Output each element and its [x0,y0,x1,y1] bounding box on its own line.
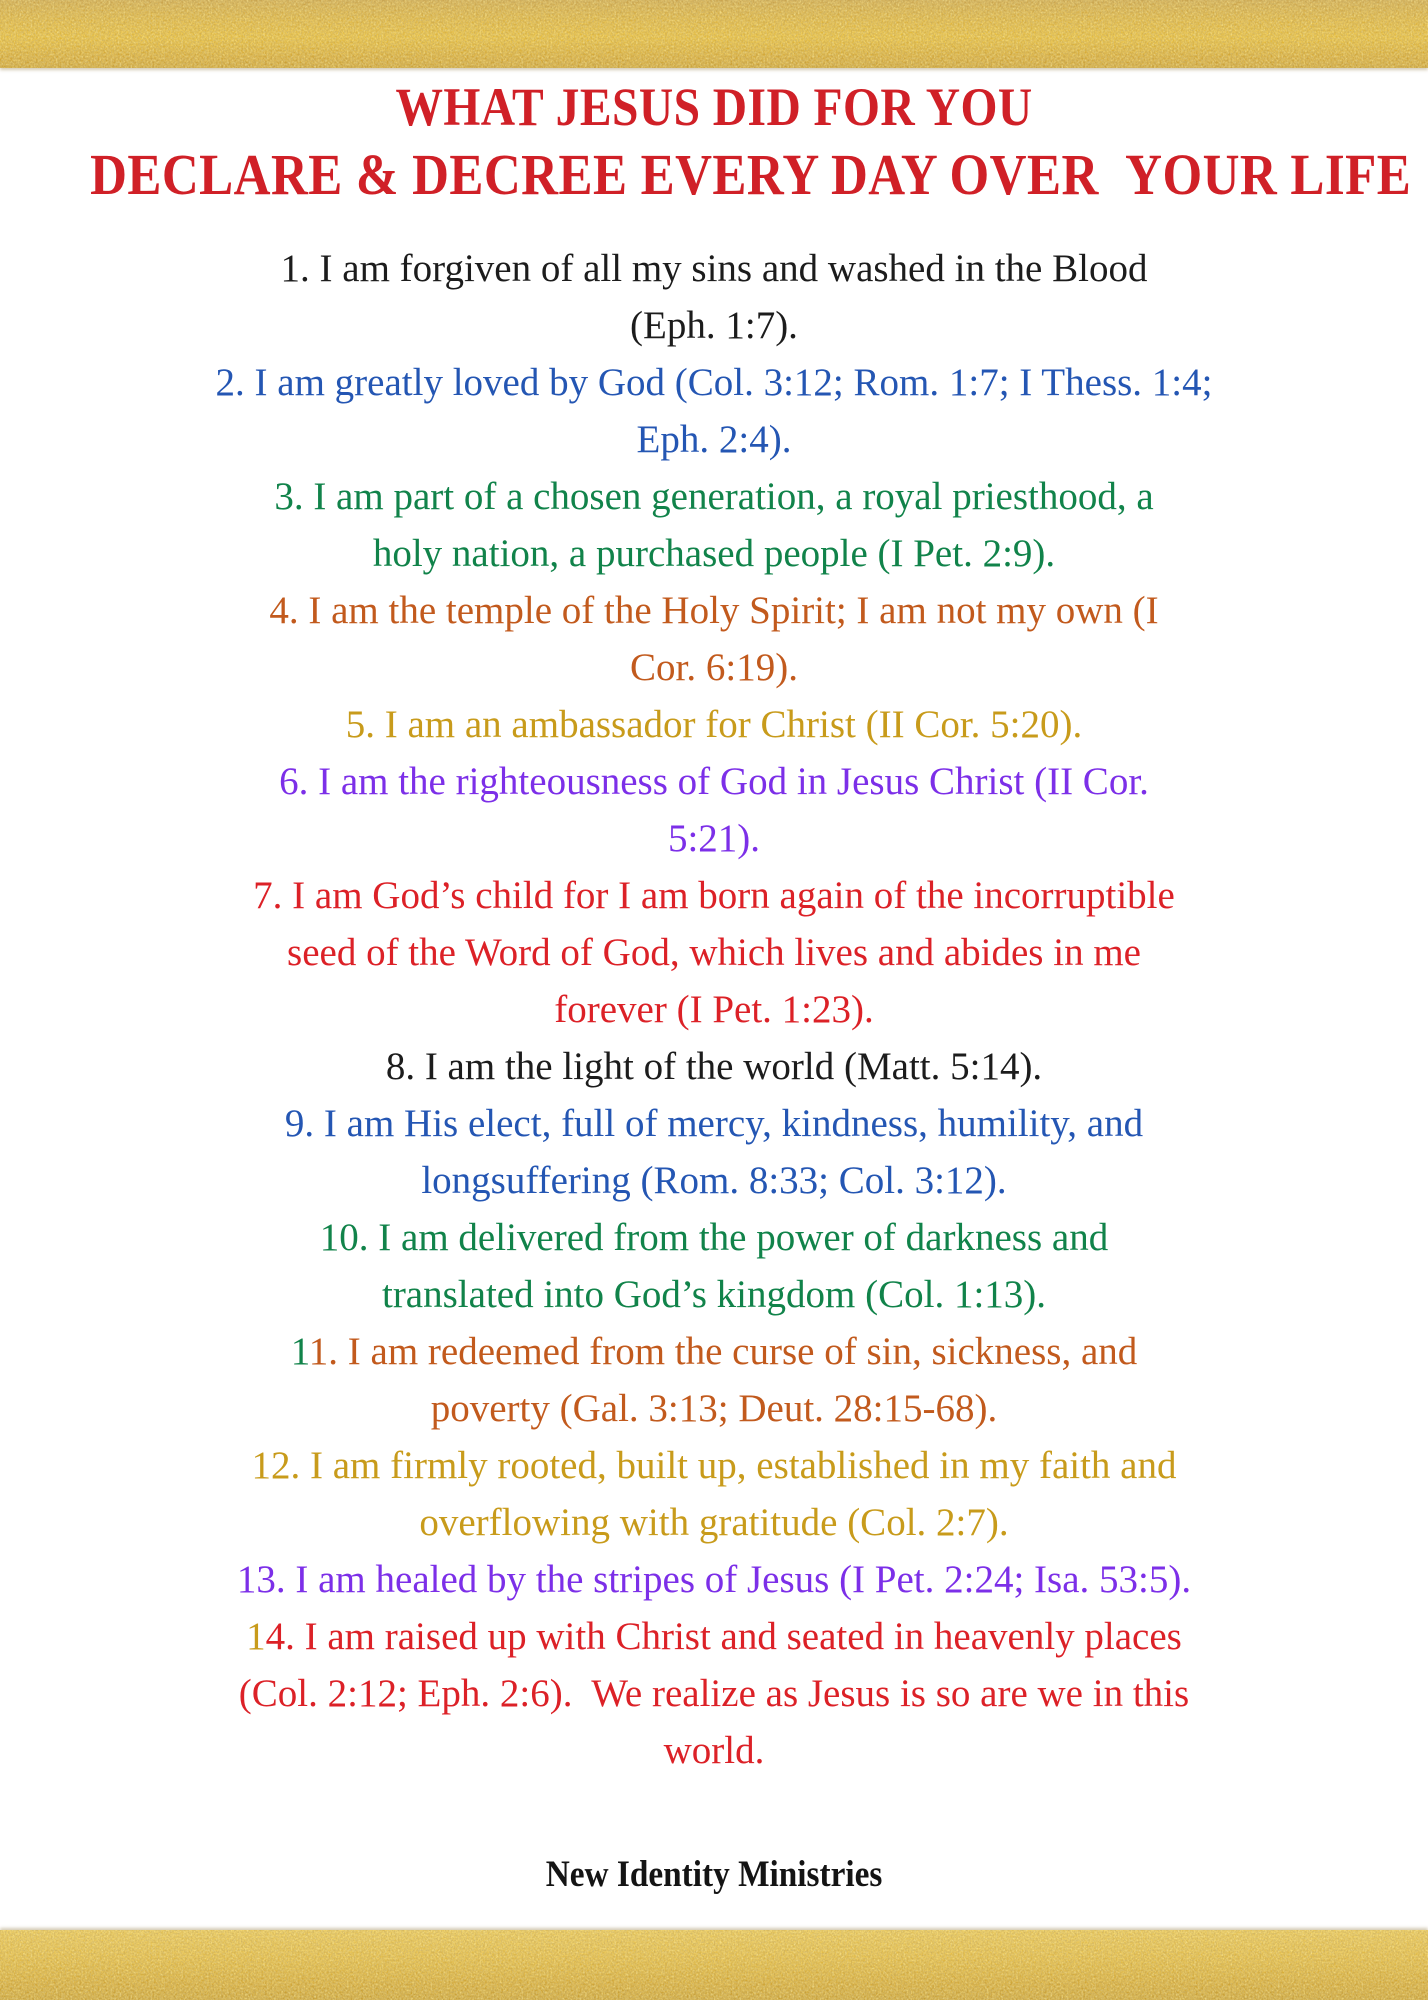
gold-texture [0,1930,1428,2000]
declaration-9-line-1: 9. I am His elect, full of mercy, kindness, humility, and [284,1102,1144,1145]
title-line-1: WHAT JESUS DID FOR YOU [395,77,1033,137]
declaration-10-line-2: translated into God’s kingdom (Col. 1:13). [381,1273,1047,1316]
declaration-4-line-1: 4. I am the temple of the Holy Spirit; I am not my own (I [269,589,1159,632]
declaration-11-number-lead: 1 [290,1330,309,1373]
declaration-9-line-2: longsuffering (Rom. 8:33; Col. 3:12). [421,1159,1007,1202]
declaration-6-line-1: 6. I am the righteousness of God in Jesus Christ (II Cor. [279,760,1149,803]
declaration-11-line-2: poverty (Gal. 3:13; Deut. 28:15-68). [430,1387,998,1430]
declaration-14-text: 4. I am raised up with Christ and seated in heavenly places [265,1615,1182,1658]
declaration-14-line-1 [64,1608,1364,1665]
declaration-3-line-1: 3. I am part of a chosen generation, a royal priesthood, a [274,475,1154,518]
declaration-14-line-3: world. [663,1729,765,1772]
declaration-14-number-lead: 1 [246,1615,266,1658]
title-line-2: DECLARE & DECREE EVERY DAY OVER YOUR LIFE [90,142,1412,207]
declaration-12-line-1: 12. I am firmly rooted, built up, established in my faith and [251,1444,1177,1487]
declaration-12-line-2: overflowing with gratitude (Col. 2:7). [419,1501,1009,1544]
gold-border-bottom [0,1930,1428,2000]
declaration-5-line-1: 5. I am an ambassador for Christ (II Cor. 5:20). [345,703,1083,746]
declaration-2-line-2: Eph. 2:4). [636,418,792,461]
page-title [0,74,1428,210]
declaration-3-line-2: holy nation, a purchased people (I Pet. 2:9). [372,532,1056,575]
declaration-2-line-1: 2. I am greatly loved by God (Col. 3:12; Rom. 1:7; I Thess. 1:4; [215,361,1213,404]
declaration-7-line-3: forever (I Pet. 1:23). [554,988,874,1031]
declaration-8-line-1: 8. I am the light of the world (Matt. 5:14). [385,1045,1043,1088]
declaration-10-line-1: 10. I am delivered from the power of darkness and [319,1216,1109,1259]
declaration-7-line-1: 7. I am God’s child for I am born again of the incorruptible [253,874,1175,917]
declaration-11-line-1 [64,1323,1364,1380]
footer-ministry-name: New Identity Ministries [545,1854,883,1895]
declaration-1-line-2: (Eph. 1:7). [630,304,798,347]
declarations-list [64,240,1364,1779]
declaration-14-line-2: (Col. 2:12; Eph. 2:6). We realize as Jesus is so are we in this [238,1672,1190,1715]
declaration-1-line-1: 1. I am forgiven of all my sins and washed in the Blood [280,247,1148,290]
declaration-7-line-2: seed of the Word of God, which lives and abides in me [287,931,1141,974]
declaration-13-line-1: 13. I am healed by the stripes of Jesus (I Pet. 2:24; Isa. 53:5). [236,1558,1192,1601]
declaration-11-text: 1. I am redeemed from the curse of sin, sickness, and [308,1330,1138,1373]
declaration-6-line-2: 5:21). [667,817,761,860]
declaration-4-line-2: Cor. 6:19). [630,646,798,689]
